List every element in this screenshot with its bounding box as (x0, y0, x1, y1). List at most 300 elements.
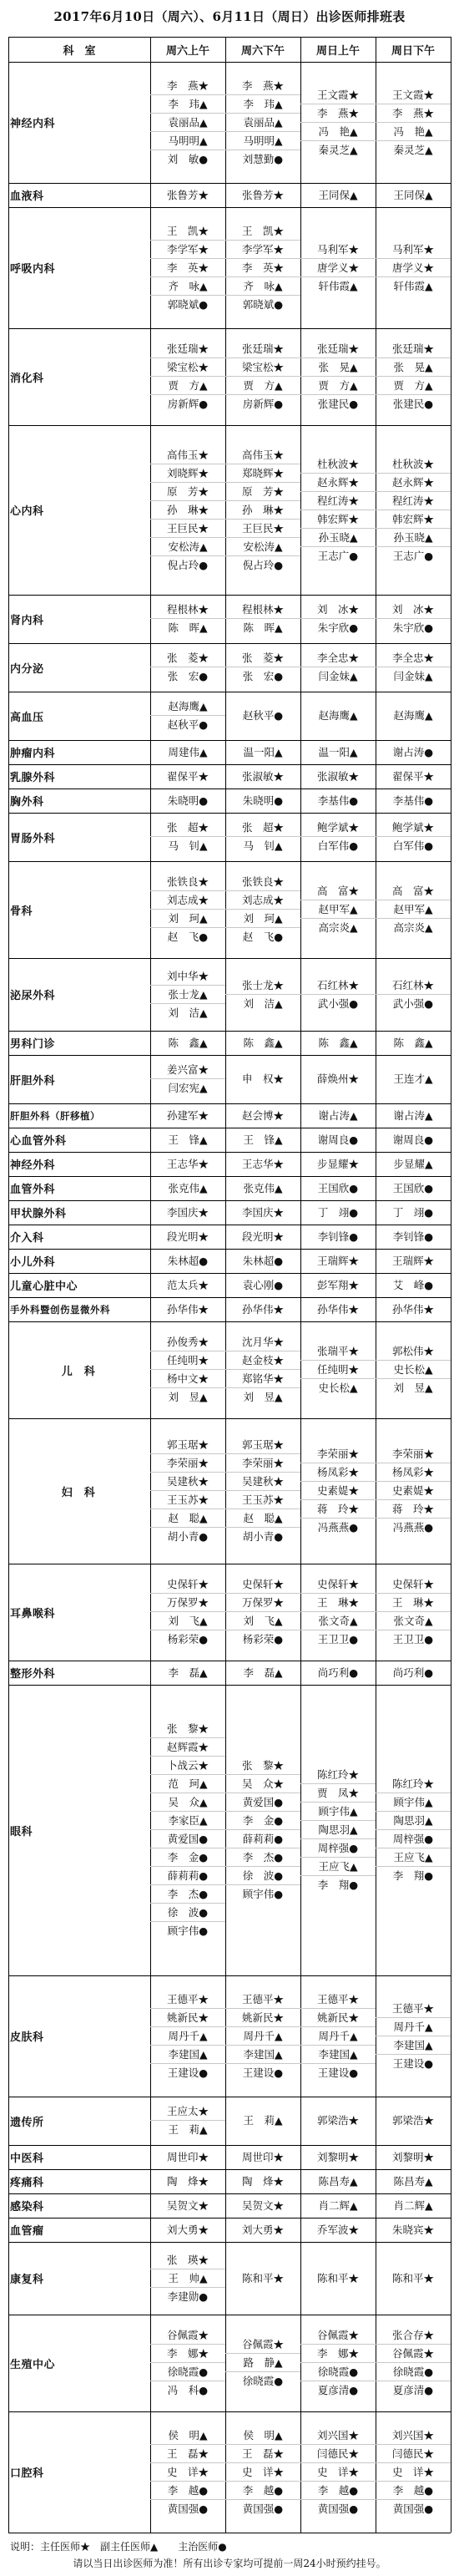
doctor-cell (225, 740, 300, 764)
department-name: 整形外科 (10, 1668, 56, 1681)
doctor-name: 黄爱国● (225, 1793, 300, 1812)
doctor-name: 高宗炎▲ (393, 921, 433, 934)
doctor-cell (150, 1031, 225, 1055)
doctor-name: 谢占涛▲ (318, 1108, 358, 1122)
doctor-name: 刘 珂▲ (225, 910, 300, 928)
doctor-cell (376, 207, 451, 328)
doctor-name: 袁心刚● (242, 1278, 284, 1291)
doctor-name: 孙玉晓▲ (376, 529, 451, 547)
doctor-cell (300, 207, 376, 328)
doctor-cell (300, 1297, 376, 1321)
doctor-name: 郭松伟★ (376, 1342, 451, 1361)
doctor-name: 刘兴国★ (300, 2426, 376, 2445)
doctor-name: 原 芳★ (150, 483, 225, 501)
doctor-cell (300, 2315, 376, 2411)
doctor-name: 张士龙★ (225, 976, 300, 995)
doctor-name: 王卫卫● (392, 1633, 434, 1645)
department-name: 高血压 (10, 711, 44, 724)
doctor-name: 陈和平★ (316, 2271, 359, 2284)
doctor-name: 赵海鹰▲ (150, 697, 225, 716)
doctor-name: 尚巧利● (392, 1666, 434, 1679)
doctor-cell (225, 328, 300, 425)
doctor-cell (376, 1055, 451, 1103)
doctor-cell (225, 789, 300, 813)
doctor-name: 梁宝松★ (225, 358, 300, 377)
doctor-name: 史保轩★ (150, 1575, 225, 1594)
doctor-name: 杜秋波★ (300, 455, 376, 474)
doctor-cell (150, 1103, 225, 1128)
department-name: 泌尿外科 (10, 990, 56, 1002)
doctor-cell (300, 692, 376, 740)
doctor-name: 张克伟▲ (243, 1181, 283, 1194)
doctor-cell (150, 1200, 225, 1225)
doctor-name: 赵甲军▲ (300, 900, 376, 919)
doctor-name: 路 静▲ (225, 2354, 300, 2372)
doctor-name: 谢占涛● (392, 745, 434, 758)
doctor-name: 王建设● (167, 2066, 209, 2079)
doctor-name: 陶思羽▲ (376, 1812, 451, 1830)
doctor-cell (150, 861, 225, 958)
doctor-name: 黄国强● (167, 2502, 209, 2515)
doctor-name: 刘 洁▲ (243, 996, 283, 1010)
doctor-cell (376, 1661, 451, 1685)
doctor-name: 闫宏宪▲ (168, 1082, 208, 1094)
department-name: 神经内科 (10, 118, 56, 130)
doctor-name: 李建国▲ (300, 2046, 376, 2064)
doctor-name: 顾宇伟▲ (376, 1793, 451, 1812)
doctor-name: 李基伟● (317, 794, 359, 807)
doctor-name: 张淑敏★ (241, 769, 284, 783)
doctor-name: 史素媞★ (300, 1482, 376, 1500)
doctor-cell (300, 1152, 376, 1176)
doctor-name: 武小强● (317, 996, 359, 1010)
doctor-name: 步显耀▲ (393, 1157, 433, 1170)
doctor-cell (150, 2145, 225, 2169)
doctor-cell (150, 2218, 225, 2242)
doctor-name: 温一阳▲ (318, 745, 358, 758)
department-name: 神经外科 (10, 1159, 56, 1172)
doctor-name: 王建设● (392, 2056, 434, 2070)
doctor-cell (150, 1273, 225, 1297)
doctor-name: 赵海鹰▲ (393, 709, 433, 722)
doctor-cell (225, 207, 300, 328)
doctor-name: 张 超★ (150, 819, 225, 837)
doctor-name: 史 详★ (376, 2463, 451, 2482)
doctor-name: 冯燕燕● (392, 1521, 434, 1534)
doctor-cell (225, 1249, 300, 1273)
doctor-name: 王建设● (317, 2066, 359, 2079)
doctor-name: 张铁良★ (225, 873, 300, 891)
doctor-name: 王志广● (317, 549, 359, 562)
department-name: 中医科 (10, 2153, 44, 2165)
doctor-cell (300, 958, 376, 1031)
doctor-cell (376, 2218, 451, 2242)
doctor-cell (150, 1225, 225, 1249)
department-name: 小儿外科 (10, 1256, 56, 1269)
doctor-cell (225, 1103, 300, 1128)
doctor-name: 周建伟▲ (168, 745, 208, 758)
doctor-cell (150, 740, 225, 764)
doctor-cell (376, 1321, 451, 1418)
doctor-cell (376, 643, 451, 692)
doctor-name: 谷佩霞★ (225, 2335, 300, 2354)
doctor-name: 刘 昱▲ (393, 1382, 433, 1394)
doctor-name: 韩宏辉★ (300, 510, 376, 529)
doctor-name: 王巨民★ (150, 520, 225, 538)
doctor-cell (300, 1273, 376, 1297)
doctor-name: 姚新民★ (300, 2009, 376, 2027)
doctor-name: 史 详★ (150, 2463, 225, 2482)
doctor-cell (376, 1103, 451, 1128)
doctor-cell (376, 764, 451, 789)
doctor-name: 王应飞▲ (376, 1848, 451, 1867)
doctor-name: 孙华伟★ (391, 1302, 434, 1316)
doctor-name: 马明明▲ (150, 132, 225, 150)
doctor-name: 侯 明▲ (225, 2426, 300, 2445)
doctor-name: 杨凤彩★ (300, 1463, 376, 1482)
doctor-name: 王 琳★ (376, 1594, 451, 1612)
doctor-name: 乔军波★ (316, 2223, 359, 2236)
doctor-name: 黄国强● (242, 2502, 284, 2515)
department-name: 肝胆外科 (10, 1074, 56, 1088)
doctor-cell (225, 1321, 300, 1418)
doctor-name: 刘黎明★ (391, 2150, 434, 2163)
doctor-cell (150, 1661, 225, 1685)
doctor-name: 张 宏● (242, 670, 284, 682)
doctor-name: 陈和平★ (241, 2271, 284, 2284)
doctor-name: 温一阳▲ (243, 745, 283, 758)
doctor-cell (225, 1273, 300, 1297)
doctor-cell (150, 2097, 225, 2145)
doctor-name: 刘黎明★ (316, 2150, 359, 2163)
doctor-name: 马明明▲ (225, 132, 300, 150)
department-name: 耳鼻喉科 (10, 1607, 56, 1620)
doctor-name: 冯 科● (167, 2384, 209, 2396)
doctor-cell (300, 328, 376, 425)
department-name: 甲状腺外科 (10, 1208, 67, 1220)
doctor-cell (225, 1200, 300, 1225)
doctor-name: 秦灵芝▲ (393, 143, 433, 156)
doctor-name: 王应太★ (150, 2102, 225, 2121)
doctor-name: 石红林★ (300, 976, 376, 995)
doctor-name: 李 翔● (317, 1879, 359, 1891)
doctor-name: 王同保▲ (393, 188, 433, 201)
doctor-name: 赵 飞● (242, 931, 284, 943)
doctor-name: 徐 波● (225, 1867, 300, 1885)
department-name: 手外科暨创伤显微外科 (10, 1303, 110, 1316)
doctor-name: 谷佩霞★ (376, 2345, 451, 2363)
doctor-name: 张 菱★ (225, 649, 300, 667)
department-name: 骨科 (10, 905, 33, 918)
doctor-cell (150, 1685, 225, 1975)
doctor-cell (150, 425, 225, 595)
doctor-name: 薛焕州★ (316, 1072, 359, 1085)
doctor-name: 李 越● (150, 2482, 225, 2500)
department-name: 遗传所 (10, 2116, 44, 2129)
doctor-name: 陶 烽★ (241, 2174, 284, 2188)
doctor-name: 黄国强● (392, 2502, 434, 2515)
doctor-name: 张瑞平★ (300, 1342, 376, 1361)
doctor-name: 张 瑛★ (150, 2251, 225, 2269)
doctor-name: 王德平★ (150, 1990, 225, 2009)
doctor-name: 万保罗★ (225, 1594, 300, 1612)
doctor-name: 郭玉琚★ (150, 1436, 225, 1454)
doctor-name: 李建国▲ (225, 2046, 300, 2064)
doctor-name: 步显耀★ (316, 1157, 359, 1170)
doctor-name: 刘 冰★ (376, 601, 451, 619)
doctor-name: 薛莉莉● (150, 1867, 225, 1885)
doctor-cell (150, 62, 225, 183)
doctor-cell (376, 789, 451, 813)
doctor-name: 张合存★ (376, 2326, 451, 2345)
doctor-name: 刘 珂▲ (150, 910, 225, 928)
doctor-cell (376, 2169, 451, 2193)
doctor-name: 李荣丽★ (150, 1454, 225, 1473)
doctor-cell (150, 958, 225, 1031)
doctor-name: 王连才▲ (393, 1072, 433, 1085)
doctor-name: 申 权★ (241, 1072, 284, 1085)
doctor-name: 陈红玲★ (300, 1766, 376, 1784)
department-name: 介入科 (10, 1232, 44, 1245)
doctor-cell (300, 1249, 376, 1273)
doctor-name: 贾 方▲ (150, 377, 225, 395)
doctor-name: 孙俊秀★ (150, 1333, 225, 1351)
doctor-name: 王 锋▲ (168, 1133, 208, 1146)
doctor-name: 吴 众★ (225, 1775, 300, 1793)
doctor-name: 陶 烽★ (166, 2174, 209, 2188)
department-name: 心血管外科 (10, 1135, 67, 1148)
doctor-name: 王建设● (242, 2066, 284, 2079)
doctor-name: 周世印★ (166, 2150, 209, 2163)
doctor-name: 王 磊★ (225, 2445, 300, 2463)
doctor-name: 周梓强● (376, 1830, 451, 1848)
doctor-name: 轩伟霞▲ (318, 279, 358, 292)
doctor-name: 张克伟▲ (168, 1181, 208, 1194)
doctor-name: 夏彦清● (392, 2384, 434, 2396)
doctor-name: 徐晓霞● (242, 2375, 284, 2387)
doctor-name: 陈 晖▲ (243, 621, 283, 634)
doctor-name: 张廷瑞★ (150, 340, 225, 358)
doctor-name: 陈 鑫▲ (318, 1036, 358, 1049)
doctor-name: 艾 峰● (392, 1278, 434, 1291)
doctor-cell (225, 183, 300, 207)
department-name: 乳腺外科 (10, 772, 56, 784)
doctor-name: 谢周良● (317, 1133, 359, 1146)
doctor-name: 刘兴国★ (376, 2426, 451, 2445)
doctor-name: 王德平★ (300, 1990, 376, 2009)
doctor-name: 孙 琳★ (225, 501, 300, 520)
doctor-name: 李 英★ (225, 259, 300, 277)
department-name: 血管瘤 (10, 2225, 44, 2238)
doctor-name: 郭梁浩★ (391, 2114, 434, 2127)
doctor-name: 李全忠★ (300, 649, 376, 667)
doctor-name: 张淑敏★ (316, 769, 359, 783)
doctor-cell (376, 740, 451, 764)
doctor-cell (225, 2193, 300, 2218)
department-name: 血液科 (10, 190, 44, 203)
doctor-name: 周丹千▲ (150, 2027, 225, 2046)
doctor-name: 程红涛★ (300, 492, 376, 510)
doctor-name: 安松涛▲ (150, 538, 225, 556)
doctor-cell (376, 1564, 451, 1661)
doctor-name: 王应飞▲ (300, 1858, 376, 1876)
doctor-cell (225, 958, 300, 1031)
doctor-cell (225, 2097, 300, 2145)
doctor-cell (376, 1975, 451, 2097)
doctor-cell (300, 1685, 376, 1975)
doctor-name: 任纯明★ (150, 1351, 225, 1370)
doctor-cell (376, 958, 451, 1031)
doctor-name: 朱晓明● (167, 794, 209, 807)
doctor-name: 谢占涛▲ (393, 1108, 433, 1122)
doctor-name: 李基伟● (392, 794, 434, 807)
doctor-cell (300, 643, 376, 692)
doctor-name: 谷佩霞★ (300, 2326, 376, 2345)
doctor-name: 李钊锋● (317, 1230, 359, 1243)
doctor-cell (150, 1418, 225, 1564)
doctor-cell (376, 2193, 451, 2218)
doctor-name: 姚新民★ (225, 2009, 300, 2027)
doctor-name: 张 晃▲ (300, 358, 376, 377)
doctor-name: 王志广● (392, 549, 434, 562)
doctor-name: 贾 方▲ (376, 377, 451, 395)
doctor-name: 陶思羽▲ (300, 1821, 376, 1839)
doctor-cell (150, 1297, 225, 1321)
doctor-name: 张鲁芳★ (241, 188, 284, 201)
doctor-name: 杨中文★ (150, 1370, 225, 1388)
doctor-cell (225, 1225, 300, 1249)
doctor-name: 王国欣● (392, 1181, 434, 1194)
doctor-name: 程根林★ (150, 601, 225, 619)
doctor-cell (376, 62, 451, 183)
doctor-name: 朱宇欣● (317, 621, 359, 634)
doctor-name: 侯 明▲ (150, 2426, 225, 2445)
doctor-name: 张士龙▲ (150, 986, 225, 1004)
doctor-name: 薛莉莉● (225, 1830, 300, 1848)
doctor-name: 程红涛★ (376, 492, 451, 510)
doctor-name: 王 莉▲ (243, 2114, 283, 2127)
doctor-cell (225, 1685, 300, 1975)
doctor-cell (300, 764, 376, 789)
doctor-cell (376, 1418, 451, 1564)
doctor-name: 周丹千▲ (300, 2027, 376, 2046)
doctor-name: 轩伟霞▲ (393, 279, 433, 292)
doctor-name: 闫德民★ (376, 2445, 451, 2463)
doctor-name: 马 钊▲ (168, 839, 208, 852)
doctor-cell (150, 595, 225, 643)
doctor-name: 唐学义★ (376, 259, 451, 277)
doctor-cell (376, 1152, 451, 1176)
doctor-name: 张 宏● (167, 670, 209, 682)
department-name: 疼痛科 (10, 2177, 44, 2189)
department-name: 肾内科 (10, 614, 44, 627)
doctor-name: 王国欣● (317, 1181, 359, 1194)
department-name: 内分泌 (10, 662, 44, 676)
doctor-cell (225, 595, 300, 643)
doctor-name: 徐晓霞● (150, 2363, 225, 2381)
doctor-cell (376, 2242, 451, 2315)
doctor-name: 刘志成★ (225, 891, 300, 910)
doctor-name: 郭晓斌● (242, 297, 284, 311)
doctor-cell (300, 1103, 376, 1128)
doctor-name: 闫金妹▲ (393, 670, 433, 682)
doctor-name: 刘 飞▲ (225, 1612, 300, 1630)
doctor-name: 史 详★ (225, 2463, 300, 2482)
doctor-name: 陈红玲★ (376, 1775, 451, 1793)
doctor-name: 朱宇欣● (392, 621, 434, 634)
doctor-name: 杜秋波★ (376, 455, 451, 474)
doctor-name: 沈月华★ (225, 1333, 300, 1351)
doctor-name: 李 燕★ (150, 77, 225, 95)
doctor-cell (225, 1297, 300, 1321)
doctor-name: 卜战云★ (150, 1757, 225, 1775)
doctor-name: 赵 聪▲ (225, 1509, 300, 1528)
doctor-cell (376, 2315, 451, 2411)
doctor-cell (225, 2145, 300, 2169)
doctor-name: 丁 翊● (392, 1205, 434, 1219)
doctor-name: 张 超★ (225, 819, 300, 837)
doctor-name: 刘 昱▲ (168, 1391, 208, 1403)
doctor-name: 翟保平★ (391, 769, 434, 783)
department-name: 眼科 (10, 1825, 33, 1838)
doctor-cell (300, 2218, 376, 2242)
doctor-name: 李学军★ (225, 241, 300, 259)
doctor-name: 赵金枝★ (225, 1351, 300, 1370)
doctor-cell (225, 2218, 300, 2242)
doctor-name: 白军伟● (317, 839, 359, 852)
doctor-name: 王瑞辉★ (316, 1254, 359, 1267)
doctor-cell (225, 2315, 300, 2411)
doctor-cell (376, 1297, 451, 1321)
doctor-cell (300, 183, 376, 207)
department-name: 儿 科 (61, 1365, 96, 1378)
doctor-name: 李 越● (376, 2482, 451, 2500)
doctor-name: 任纯明★ (300, 1361, 376, 1379)
doctor-name: 张建民● (392, 398, 434, 410)
doctor-name: 赵 飞● (167, 931, 209, 943)
doctor-name: 韩宏辉★ (376, 510, 451, 529)
doctor-name: 张 黎★ (225, 1757, 300, 1775)
doctor-name: 李 金● (150, 1848, 225, 1867)
doctor-name: 周丹千▲ (225, 2027, 300, 2046)
doctor-name: 段光明★ (166, 1230, 209, 1243)
doctor-name: 张 晃▲ (376, 358, 451, 377)
doctor-name: 张廷瑞★ (225, 340, 300, 358)
doctor-name: 姚新民★ (150, 2009, 225, 2027)
doctor-name: 倪占玲● (167, 558, 209, 571)
footer-note: 请以当日出诊医师为准！所有出诊专家均可提前一周24小时预约挂号。 (73, 2558, 386, 2569)
doctor-name: 肖二辉▲ (318, 2198, 358, 2212)
doctor-name: 郭晓斌● (167, 297, 209, 311)
doctor-cell (150, 1321, 225, 1418)
doctor-name: 段光明★ (241, 1230, 284, 1243)
doctor-name: 陈 鑫▲ (243, 1036, 283, 1049)
doctor-cell (150, 328, 225, 425)
doctor-cell (300, 1128, 376, 1152)
doctor-name: 黄国强● (317, 2502, 359, 2515)
doctor-name: 赵永辉★ (300, 474, 376, 492)
legend-note: 说明：主任医师★ 副主任医师▲ 主治医师● (10, 2541, 227, 2553)
doctor-name: 徐 波● (150, 1904, 225, 1922)
doctor-name: 肖二辉▲ (393, 2198, 433, 2212)
doctor-name: 谢周良● (392, 1133, 434, 1146)
doctor-name: 李建国▲ (376, 2036, 451, 2055)
doctor-name: 王 凯★ (225, 222, 300, 241)
doctor-name: 孙华伟★ (166, 1302, 209, 1316)
doctor-name: 张 菱★ (150, 649, 225, 667)
doctor-cell (376, 1031, 451, 1055)
header-session: 周六上午 (165, 44, 209, 58)
